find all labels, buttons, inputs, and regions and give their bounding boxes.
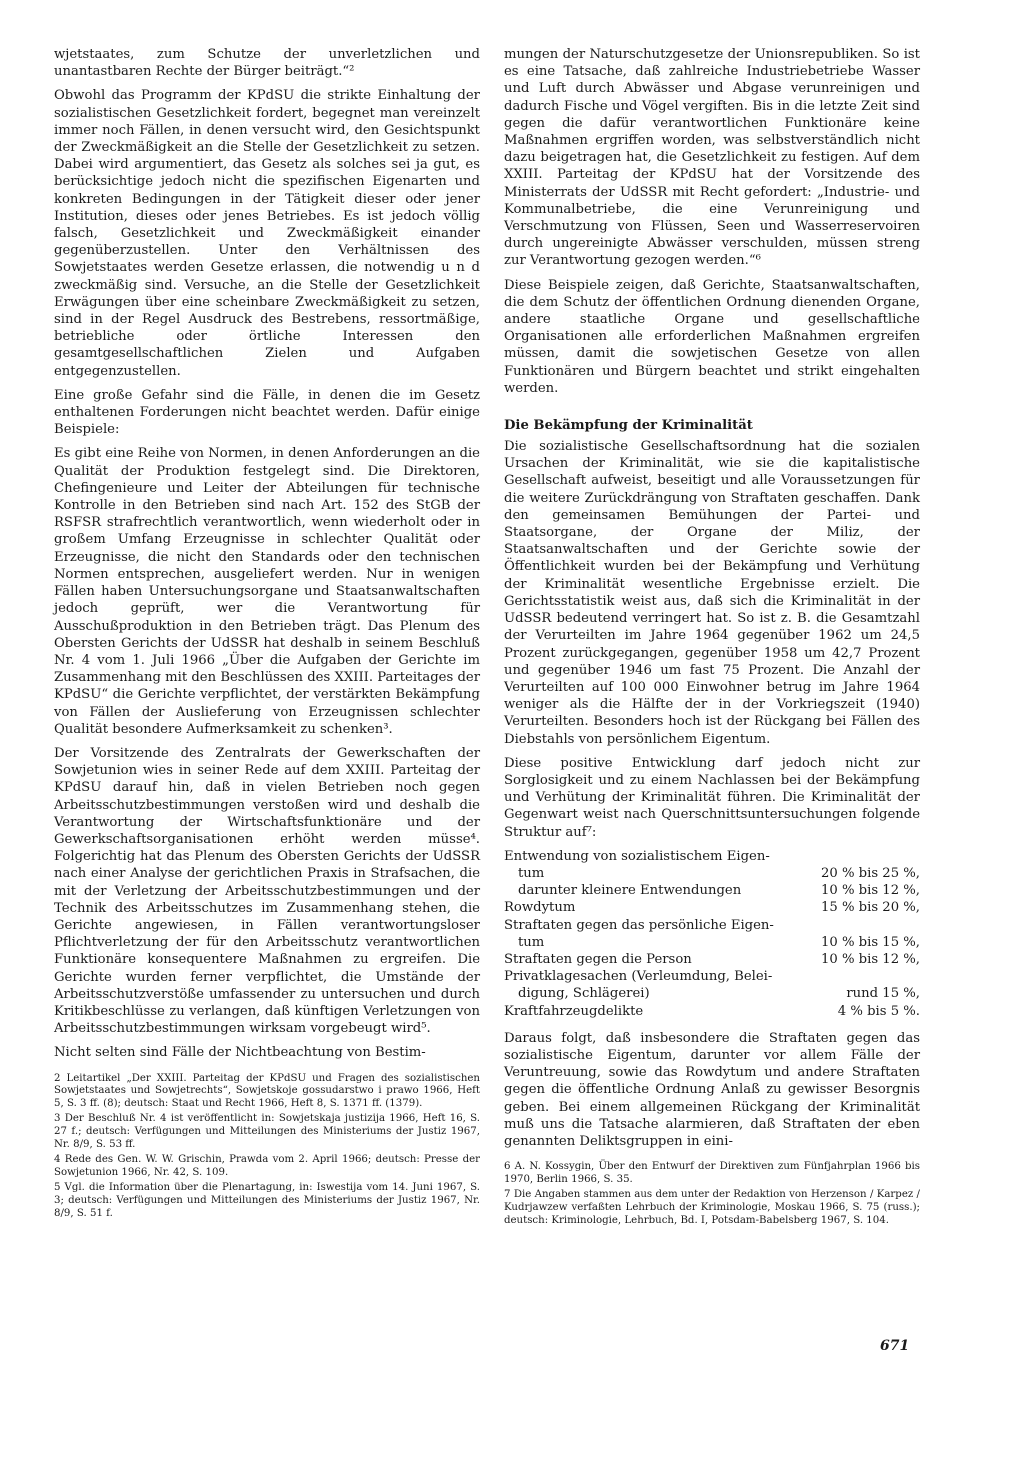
paragraph: Obwohl das Programm der KPdSU die strikte Einhaltung der sozialistischen Gesetzlichkeit fordert, begegnet man vereinzelt immer noch Fällen, in denen versucht wird, den Gesichtspunkt der Zweckmäßigkeit an die Stelle der Gesetzlichkeit zu setzen. Dabei wird argumentiert, das Gesetz als solches sei ja gut, es berücksichtige jedoch nicht die spezifischen Eigenarten und konkreten Bedingungen in der Tätigkeit dieser oder jener Institution, dieses oder jenes Betriebes. Es ist jedoch völlig falsch, Gesetzlichkeit und Zweckmäßigkeit einander gegenüberzustellen. Unter den Verhältnissen des Sowjetstaates werden Gesetze erlassen, die notwendig u n d zweckmäßig sind. Versuche, an die Stelle der Gesetzlichkeit Erwägungen über eine scheinbare Zweckmäßigkeit zu setzen, sind in der Regel Ausdruck des Bestrebens, ressortmäßige, betriebliche oder örtliche Interessen den gesamtgesellschaftlichen Zielen und Aufgaben entgegenzustellen. (54, 88, 480, 379)
stat-value: rund 15 %, (846, 986, 920, 1002)
stat-label: Straftaten gegen die Person (504, 951, 692, 967)
stat-row (504, 1003, 920, 1020)
stat-row (504, 917, 920, 934)
footnote: 3 Der Beschluß Nr. 4 ist veröffentlicht in: Sowjetskaja justizija 1966, Heft 16, S. 27 f.; deutsch: Verfügungen und Mitteilungen des Ministeriums der Justiz 1967, Nr. 8/9, S. 53 ff. (54, 1113, 480, 1150)
stat-row (504, 951, 920, 968)
stat-value: 4 % bis 5 %. (837, 1003, 920, 1019)
stat-row (504, 985, 920, 1002)
stat-label: tum (518, 865, 545, 881)
stat-label: Straftaten gegen das persönliche Eigen- (504, 917, 774, 933)
paragraph: Eine große Gefahr sind die Fälle, in denen die im Gesetz enthaltenen Forderungen nicht beachtet werden. Dafür einige Beispiele: (54, 387, 480, 438)
paragraph: Der Vorsitzende des Zentralrats der Gewerkschaften der Sowjetunion wies in seiner Rede auf dem XXIII. Parteitag der KPdSU darauf hin, daß in vielen Betrieben noch gegen Arbeitsschutzbestimmungen verstoßen wird und deshalb die Verantwortung der Wirtschaftsfunktionäre und der Gewerkschaftsorganisationen erhöht werden müsse⁴. Folgerichtig hat das Plenum des Obersten Gerichts der UdSSR nach einer Analyse der gerichtlichen Praxis in Strafsachen, die mit der Verletzung der Arbeitsschutzbestimmungen und der Technik des Arbeitsschutzes im Zusammenhang stehen, die Gerichte angewiesen, in Fällen verantwortungsloser Pflichtverletzung der für den Arbeitsschutz verantwortlichen Funktionäre konsequentere Maßnahmen zu ergreifen. Die Gerichte wurden ferner verpflichtet, die Umstände der Arbeitsschutzverstöße umfassender zu untersuchen und durch Kritikbeschlüsse zu verlangen, daß künftigen Verletzungen von Arbeitsschutzbestimmungen wirksam vorgebeugt wird⁵. (54, 745, 480, 1037)
stat-label: tum (518, 934, 545, 950)
footnote: 4 Rede des Gen. W. W. Grischin, Prawda vom 2. April 1966; deutsch: Presse der Sowjetunion 1966, Nr. 42, S. 109. (54, 1154, 480, 1178)
stat-value: 15 % bis 20 %, (820, 900, 920, 916)
footnote: 6 A. N. Kossygin, Über den Entwurf der Direktiven zum Fünfjahrplan 1966 bis 1970, Berlin 1966, S. 35. (504, 1161, 920, 1185)
stat-row (504, 882, 920, 899)
stat-value: 10 % bis 15 %, (820, 934, 920, 950)
crime-structure-list (504, 848, 920, 1020)
stat-label: digung, Schlägerei) (518, 986, 650, 1002)
stat-label: Rowdytum (504, 900, 576, 916)
stat-label: darunter kleinere Entwendungen (518, 883, 742, 899)
paragraph: Daraus folgt, daß insbesondere die Straftaten gegen das sozialistische Eigentum, darunter vor allem Fälle der Veruntreuung, sowie das Rowdytum und andere Straftaten gegen die öffentliche Ordnung Anlaß zu gewisser Besorgnis geben. Bei einem allgemeinen Rückgang der Kriminalität muß uns die Tatsache alarmieren, daß Straftaten der eben genannten Deliktsgruppen in eini- (504, 1030, 920, 1149)
stat-value: 10 % bis 12 %, (820, 951, 920, 967)
footnote: 5 Vgl. die Information über die Plenartagung, in: Iswestija vom 14. Juni 1967, S. 3; deutsch: Verfügungen und Mitteilungen des Ministeriums der Justiz 1967, Nr. 8/9, S. 51 f. (54, 1182, 480, 1219)
paragraph: wjetstaates, zum Schutze der unverletzlichen und unantastbaren Rechte der Bürger beiträgt.“² (54, 47, 480, 80)
paragraph: Es gibt eine Reihe von Normen, in denen Anforderungen an die Qualität der Produktion festgelegt sind. Die Direktoren, Chefingenieure und Leiter der Abteilungen für technische Kontrolle in den Betrieben sind nach Art. 152 des StGB der RSFSR strafrechtlich verantwortlich, wenn wiederholt oder in großem Umfang Erzeugnisse in schlechter Qualität oder Erzeugnisse, die nicht den Standards oder den technischen Normen entsprechen, ausgeliefert werden. Nur in wenigen Fällen haben Untersuchungsorgane und Staatsanwaltschaften jedoch geprüft, wer die Verantwortung für Ausschußproduktion in den Betrieben trägt. Das Plenum des Obersten Gerichts der UdSSR hat deshalb in seinem Beschluß Nr. 4 vom 1. Juli 1966 „Über die Aufgaben der Gerichte im Zusammenhang mit den Beschlüssen des XXIII. Parteitages der KPdSU“ die Gerichte verpflichtet, der verstärkten Bekämpfung von Fällen der Auslieferung von Erzeugnissen schlechter Qualität besondere Aufmerksamkeit zu schenken³. (54, 446, 480, 737)
section-heading: Die Bekämpfung der Kriminalität (504, 418, 753, 434)
paragraph: Diese positive Entwicklung darf jedoch nicht zur Sorglosigkeit und zu einem Nachlassen bei der Bekämpfung und Verhütung der Kriminalität führen. Die Kriminalität der Gegenwart weist nach Querschnittsuntersuchungen folgende Struktur auf⁷: (504, 755, 920, 840)
paragraph: Diese Beispiele zeigen, daß Gerichte, Staatsanwaltschaften, die dem Schutz der öffentlichen Ordnung dienenden Organe, andere staatliche Organe und gesellschaftliche Organisationen alle erforderlichen Maßnahmen ergreifen müssen, damit die sowjetischen Gesetze von allen Funktionären und Bürgern beachtet und strikt eingehalten werden. (504, 277, 920, 396)
page-number: 671 (880, 1338, 910, 1354)
stat-row (504, 968, 920, 985)
stat-label: Entwendung von sozialistischem Eigen- (504, 848, 770, 864)
left-column (54, 46, 480, 1223)
stat-row (504, 848, 920, 865)
footnotes-right (504, 1157, 920, 1227)
stat-row (504, 934, 920, 951)
paragraph: mungen der Naturschutzgesetze der Unionsrepubliken. So ist es eine Tatsache, daß zahlreiche Industriebetriebe Wasser und Luft durch Abwässer und Abgase verunreinigen und dadurch Fische und Vögel vergiften. Bis in die letzte Zeit sind gegen die dafür verantwortlichen Funktionäre keine Maßnahmen ergriffen worden, was selbstverständlich nicht dazu beigetragen hat, die Gesetzlichkeit zu festigen. Auf dem XXIII. Parteitag der KPdSU hat der Vorsitzende des Ministerrats der UdSSR mit Recht gefordert: „Industrie- und Kommunalbetriebe, die eine Verunreinigung und Verschmutzung von Flüssen, Seen und Wasserreservoiren durch ungereinigte Abwässer verschulden, müssen streng zur Verantwortung gezogen werden.“⁶ (504, 47, 920, 269)
footnote: 7 Die Angaben stammen aus dem unter der Redaktion von Herzenson / Karpez / Kudrjawzew verfaßten Lehrbuch der Kriminologie, Moskau 1966, S. 75 (russ.); deutsch: Kriminologie, Lehrbuch, Bd. I, Potsdam-Babelsberg 1967, S. 104. (504, 1189, 920, 1226)
stat-label: Privatklagesachen (Verleumdung, Belei- (504, 969, 773, 985)
stat-row (504, 865, 920, 882)
footnote: 2 Leitartikel „Der XXIII. Parteitag der KPdSU und Fragen des sozialistischen Sowjetstaates und Sowjetrechts“, Sowjetskoje gossudarstwo i prawo 1966, Heft 5, S. 3 ff. (8); deutsch: Staat und Recht 1966, Heft 8, S. 1371 ff. (1379). (54, 1072, 480, 1109)
stat-value: 10 % bis 12 %, (820, 883, 920, 899)
stat-row (504, 899, 920, 916)
right-column (504, 46, 920, 1230)
stat-value: 20 % bis 25 %, (820, 865, 920, 881)
paragraph: Die sozialistische Gesellschaftsordnung hat die sozialen Ursachen der Kriminalität, wie sie die kapitalistische Gesellschaft aufweist, beseitigt und alle Voraussetzungen für die weitere Zurückdrängung von Straftaten geschaffen. Dank den gemeinsamen Bemühungen der Partei- und Staatsorgane, der Organe der Miliz, der Staatsanwaltschaften und der Gerichte sowie der Öffentlichkeit wurden bei der Bekämpfung und Verhütung der Kriminalität wesentliche Ergebnisse erzielt. Die Gerichtsstatistik weist aus, daß sich die Kriminalität in der UdSSR bedeutend verringert hat. So ist z. B. die Gesamtzahl der Verurteilten im Jahre 1964 gegenüber 1962 um 24,5 Prozent zurückgegangen, gegenüber 1958 um 42,7 Prozent und gegenüber 1946 um fast 75 Prozent. Die Anzahl der Verurteilten auf 100 000 Einwohner betrug im Jahre 1964 weniger als die Hälfte der in der Vorkriegszeit (1940) Verurteilten. Besonders hoch ist der Rückgang bei Fällen des Diebstahls von persönlichem Eigentum. (504, 439, 920, 747)
footnotes-left (54, 1069, 480, 1221)
paragraph: Nicht selten sind Fälle der Nichtbeachtung von Bestim- (54, 1045, 426, 1061)
stat-label: Kraftfahrzeugdelikte (504, 1003, 644, 1019)
